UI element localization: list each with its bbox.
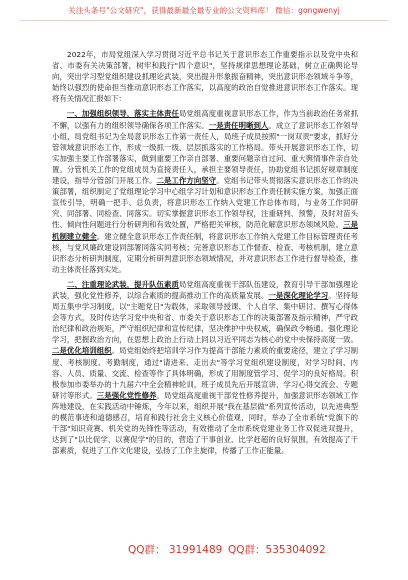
intro-paragraph: 2022年，市局党组深入学习贯彻习近平总书记关于意识形态工作重要指示以及党中央和省、市委有关决策部署，树牢和践行"四个意识"，坚持规律思想理论基础，树立正确舆论导向，突出学习型党组织建设抓理论武装，突出提升形象振奋精神，突出意识形态领域斗争等，始终以强烈的使命担当推动意识形态工作落实，以高度的政治自觉推进意识形态工作落实。现将有关情况汇报如下： [52, 50, 358, 104]
header-promo-text: 关注头条号"公文研究"，获得最新最全最专业的公文资料库！ 微信：gongwenyj [68, 6, 340, 15]
section-1-point-3: 三是机制建立健全 [52, 220, 358, 241]
section-1-point-2-text: 。党组书记带头贯彻落实意识形态工作的决策部署，组织制定了党组理论学习中心组学习计划和意识形态工作责任制实施方案，加强正面宣传引导，明确一把手、总负责，将意识形态工作纳入党建工作总体布局，与业务工作同研究、同部署、同检查、同落实。切实掌握意识形态工作领导权，注重研判、预警，及时对苗头性、倾向性问题进行分析研判和有效处置，严格把关审核，防范化解意识形态领域风险。 [52, 176, 358, 230]
page-header [20, 6, 388, 32]
section-2-paragraph [52, 279, 358, 457]
section-1-point-1: 一是责任明晰到人 [208, 120, 269, 130]
section-2-point-3-text: 。局党组高度重视干部党性修养提升，加强意识形态领域工作阵地建设，在实践活动中锤炼，今年以来，组织开展"我在基层做"系列宣传活动，以先进典型的模范事迹和道德感召，培育和践行社会主义核心价值观，同时，举办了全市系统"党旗下的干部"知识竞赛、机关党的先锋性等活动，有效推动了全市系统党建业务工作双促进双提升，达到了"以比促学、以赛促学"的目的，营造了干事创业、比学赶超的良好氛围，有效提高了干部素质，促进了工作文化建设，弘扬了工作主旋律，传播了工作正能量。 [52, 390, 358, 456]
section-1-point-1-text: 。成立了意识形态工作领导小组，局党组书记为全局意识形态工作第一责任人，局班子成员按照"一岗双责"要求，抓好分管领域意识形态工作，形成一级抓一级、层层抓落实的工作格局。带头开展意识形态工作，切实加强主要工作部署落实，做到重要工作亲自部署、重要问题亲自过问、重大舆情事件亲自处置。分管机关工作的党组成员为直接责任人，承担主要领导责任，协助党组书记抓好规章制度建设，指导分管部门开展工作。 [52, 120, 358, 186]
section-2-point-1-text: 。坚持每周五集中学习制度，以"主题党日"为载体，采取领导授课、个人自学、集中研讨、撰写心得体会等方式，及时传达学习党中央和省、市委关于意识形态工作的决策部署及指示精神，严守政治纪律和政治规矩，严守组织纪律和宣传纪律，坚决维护中央权威，确保政令畅通。强化理论学习，把握政治方向，在思想上政治上行动上同以习近平同志为核心的党中央保持高度一致。 [52, 290, 358, 345]
section-2-heading: 二、注重理论武装，提升队伍素质 [67, 279, 179, 289]
section-2-point-1: 一是深化理论学习 [268, 290, 329, 300]
section-1-paragraph [52, 108, 358, 274]
section-2-lead: 局党组高度重视干部队伍建设，教育引导干部加强理论武装，强化党性修养，以综合素质的提高推动工作的高质量发展。 [52, 279, 358, 300]
section-2-point-3: 三是强化党性修养 [96, 390, 157, 400]
section-2-point-2: 二是优化培训组织 [52, 346, 112, 356]
section-1-lead: 局党组高度重视意识形态工作，作为当前政治任务常抓不懈，以强有力的组织领导确保各项工作落实。 [52, 109, 358, 130]
header-divider [20, 20, 388, 21]
section-1-point-2: 二是工作方向坚守 [156, 176, 217, 186]
page-footer [0, 542, 408, 558]
section-1-heading: 一、加强组织领导，落实主体责任 [67, 109, 179, 119]
qq-group-2: QQ群：535304092 [228, 544, 326, 556]
document-body [52, 49, 358, 456]
section-1-point-3-text: 。建立健全意识形态工作责任制，将意识形态工作纳入党建工作目标管理责任考核，与党风廉政建设同部署同落实同考核；完善意识形态工作督查、检查、考核机制，建立意识形态分析研判制度，定期分析研判意识形态领域情况，并对意识形态工作进行督导检查，推动主体责任落到实处。 [52, 231, 358, 274]
qq-group-1: QQ群： 31991489 [128, 544, 223, 556]
section-2-point-2-text: 。局党组始终把培训学习作为提高干部能力素质的重要途径，建立了学习制度、考核制度、考勤制度，通过"请进来、走出去"等学习党组织建设制度，对学习时间、内容、人员、质量、交流、检查等作了具体明确，形成了用制度管学习、促学习的良好格局。积极参加市委举办的十九届六中全会精神轮训，班子成员先后开展宣讲、学习心得交流会、专题研讨等形式。 [52, 346, 358, 400]
